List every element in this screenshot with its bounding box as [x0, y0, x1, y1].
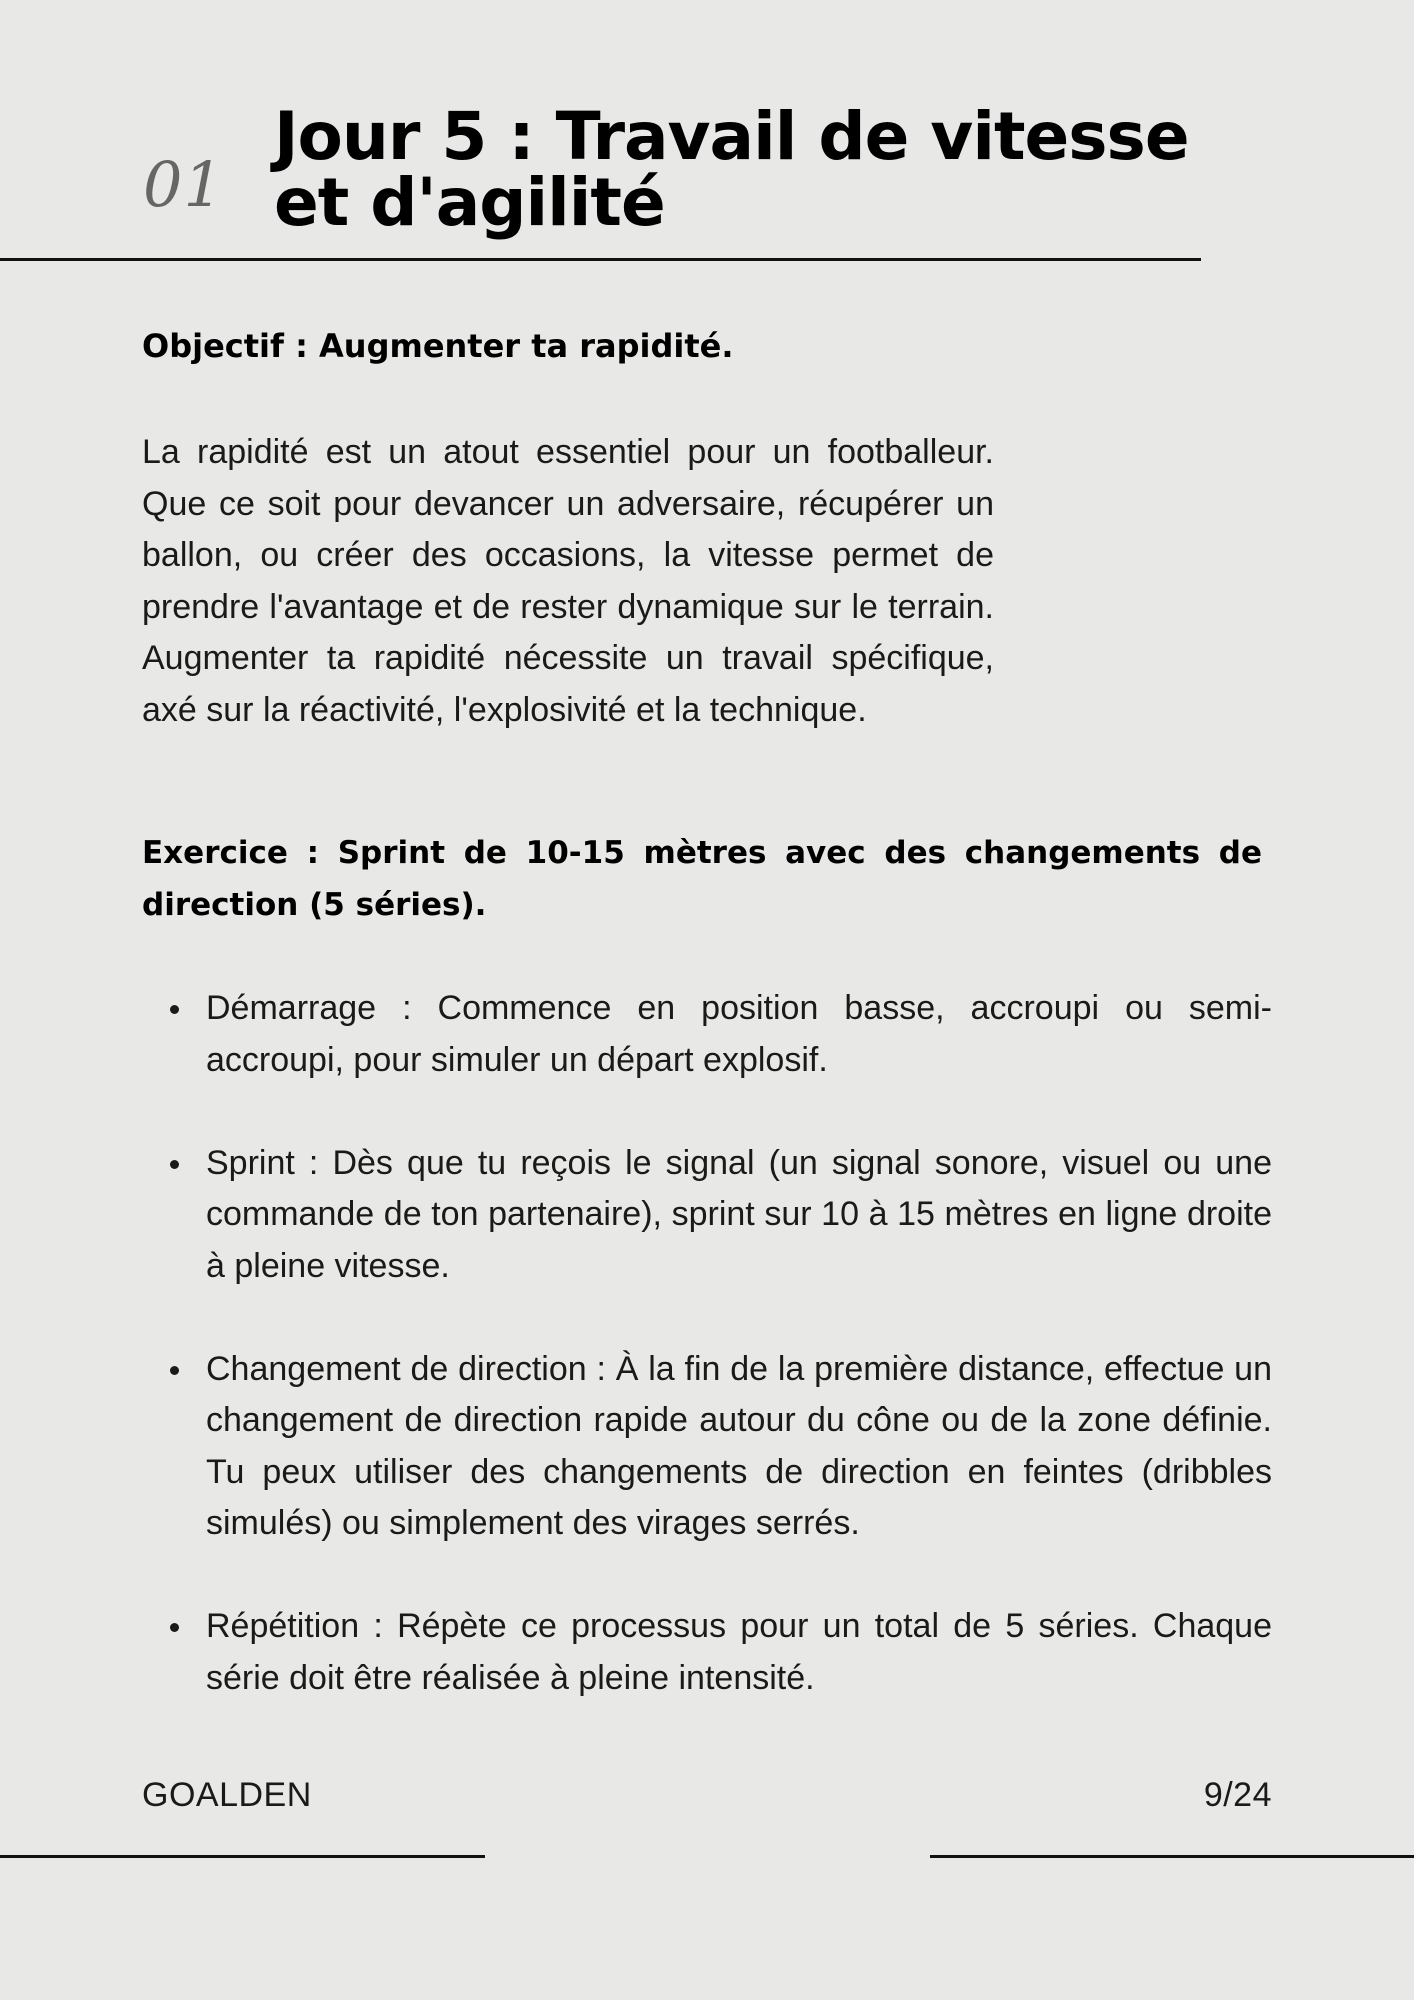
bullet-icon [170, 1366, 179, 1375]
page-title: Jour 5 : Travail de vitesse et d'agilité [274, 98, 1189, 241]
step-text: Répétition : Répète ce processus pour un total de 5 séries. Chaque série doit être réalisée à pleine intensité. [206, 1607, 1272, 1697]
header-divider [0, 258, 1201, 261]
footer-divider-right [930, 1855, 1414, 1858]
list-item-repetition [142, 1601, 1272, 1704]
list-item-sprint [142, 1138, 1272, 1293]
exercise-heading: Exercice : Sprint de 10-15 mètres avec des changements de direction (5 séries). [142, 835, 1262, 923]
step-text: Sprint : Dès que tu reçois le signal (un signal sonore, visuel ou une commande de ton partenaire), sprint sur 10 à 15 mètres en ligne droite à pleine vitesse. [206, 1143, 1272, 1285]
bullet-icon [170, 1160, 179, 1169]
list-item-changement-direction [142, 1344, 1272, 1550]
bullet-icon [170, 1005, 179, 1014]
intro-paragraph: La rapidité est un atout essentiel pour un footballeur. Que ce soit pour devancer un adversaire, récupérer un ballon, ou créer des occasions, la vitesse permet de prendre l'avantage et de rester dynamique sur le terrain. Augmenter ta rapidité nécessite un travail spécifique, axé sur la réactivité, l'explosivité et la technique. [142, 433, 994, 729]
step-text: Changement de direction : À la fin de la première distance, effectue un changement de direction rapide autour du cône ou de la zone définie. Tu peux utiliser des changements de direction en feintes (dribbles simulés) ou simplement des virages serrés. [206, 1349, 1272, 1542]
page-number: 9/24 [1203, 1776, 1272, 1814]
footer-divider-left [0, 1855, 485, 1858]
bullet-icon [170, 1623, 179, 1632]
list-item-demarrage [142, 983, 1272, 1086]
step-text: Démarrage : Commence en position basse, accroupi ou semi-accroupi, pour simuler un départ explosif. [206, 989, 1272, 1079]
exercise-steps-list [142, 983, 1272, 1756]
footer-brand: GOALDEN [142, 1776, 312, 1814]
objective-heading: Objectif : Augmenter ta rapidité. [142, 327, 734, 365]
chapter-number: 01 [143, 148, 224, 221]
